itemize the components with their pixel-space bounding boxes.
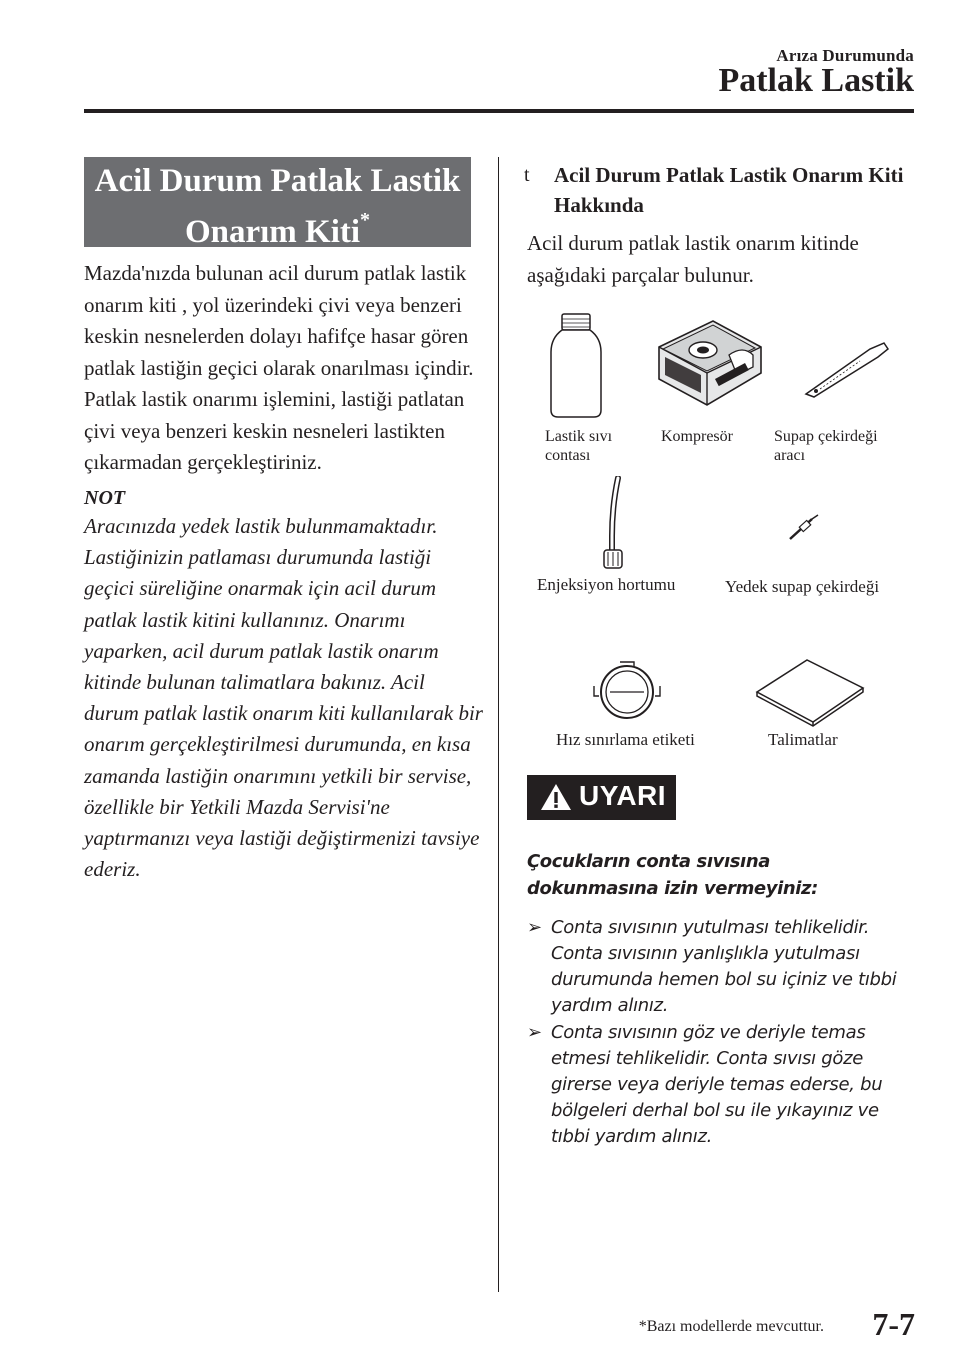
part-label-core-tool: Supap çekirdeği aracı <box>774 428 878 464</box>
part-label-compressor: Kompresör <box>661 428 733 445</box>
footnote: *Bazı modellerde mevcuttur. <box>638 1318 824 1335</box>
warning-word: UYARI <box>579 780 667 811</box>
compressor-icon <box>655 317 765 409</box>
page-number: 7-7 <box>872 1306 915 1342</box>
warning-bullet-1-text: Conta sıvısının yutulması tehlikelidir. Conta sıvısının yanlışlıkla yutulması durumunda hemen bol su içiniz ve tıbbi yardım alınız. <box>551 917 897 1016</box>
page-title: Patlak Lastik <box>718 62 914 99</box>
part-label-spare-core: Yedek supap çekirdeği <box>725 577 880 596</box>
part-label-hose: Enjeksiyon hortumu <box>537 575 676 594</box>
section-title-line-1: Acil Durum Patlak Lastik <box>94 163 461 199</box>
availability-asterisk: * <box>360 209 371 231</box>
warning-bullet-1 <box>527 915 911 1019</box>
warning-heading: Çocukların conta sıvısına dokunmasına izin vermeyiniz: <box>527 851 818 899</box>
header-rule <box>84 109 914 113</box>
intro-paragraphs <box>84 258 484 479</box>
valve-core-tool-icon <box>800 339 890 399</box>
instructions-booklet-icon <box>755 658 865 728</box>
part-label-sealant: Lastik sıvı contası <box>545 428 613 464</box>
kit-intro: Acil durum patlak lastik onarım kitinde aşağıdaki parçalar bulunur. <box>527 231 859 287</box>
subsection-marker: t <box>524 164 530 186</box>
speed-limit-label-icon <box>590 658 664 722</box>
part-label-instructions: Talimatlar <box>768 730 838 749</box>
section-title-box <box>84 157 471 250</box>
intro-paragraph-1: Mazda'nızda bulunan acil durum patlak lastik onarım kiti , yol üzerindeki çivi veya benzeri keskin nesnelerden dolayı hafifçe hasar gören patlak lastiğin geçici olarak onarılması içindir. <box>84 261 474 380</box>
bullet-arrow-icon: ➢ <box>527 1022 542 1043</box>
subsection-title: Acil Durum Patlak Lastik Onarım Kiti Hakkında <box>554 163 904 217</box>
spare-valve-core-icon <box>786 513 822 543</box>
section-title-line-2-text: Onarım Kiti <box>184 214 361 250</box>
column-divider <box>498 157 499 1292</box>
sealant-bottle-icon <box>548 312 604 420</box>
note-label: NOT <box>84 487 126 509</box>
warning-bullet-2 <box>527 1020 911 1150</box>
section-header: Arıza Durumunda <box>776 46 914 65</box>
warning-triangle-icon <box>539 782 573 812</box>
warning-bullet-2-text: Conta sıvısının göz ve deriyle temas etmesi tehlikelidir. Conta sıvısı göze girerse veya deriyle temas ederse, bu bölgeleri derhal bol su ile yıkayınız ve tıbbi yardım alınız. <box>551 1022 883 1147</box>
injection-hose-icon <box>598 476 630 572</box>
bullet-arrow-icon: ➢ <box>527 917 542 938</box>
section-title-line-2 <box>84 203 471 254</box>
note-text: Aracınızda yedek lastik bulunmamaktadır. Lastiğinizin patlaması durumunda lastiği geçici süreliğine onarmak için acil durum patlak lastik kitini kullanınız. Onarımı yaparken, acil durum patlak lastik onarım kitinde bulunan talimatlara bakınız. Acil durum patlak lastik onarım kiti kullanılarak bir onarım gerçekleştirilmesi durumunda, en kısa zamanda lastiğin onarımını yetkili bir servise, özellikle bir Yetkili Mazda Servisi'ne yaptırmanızı veya lastiği değiştirmenizi tavsiye ederiz. <box>84 514 483 882</box>
intro-paragraph-2: Patlak lastik onarımı işlemini, lastiği patlatan çivi veya benzeri keskin nesneleri lastikten çıkarmadan gerçekleştiriniz. <box>84 387 465 474</box>
part-label-speed-label: Hız sınırlama etiketi <box>556 730 695 749</box>
warning-badge <box>527 775 676 820</box>
